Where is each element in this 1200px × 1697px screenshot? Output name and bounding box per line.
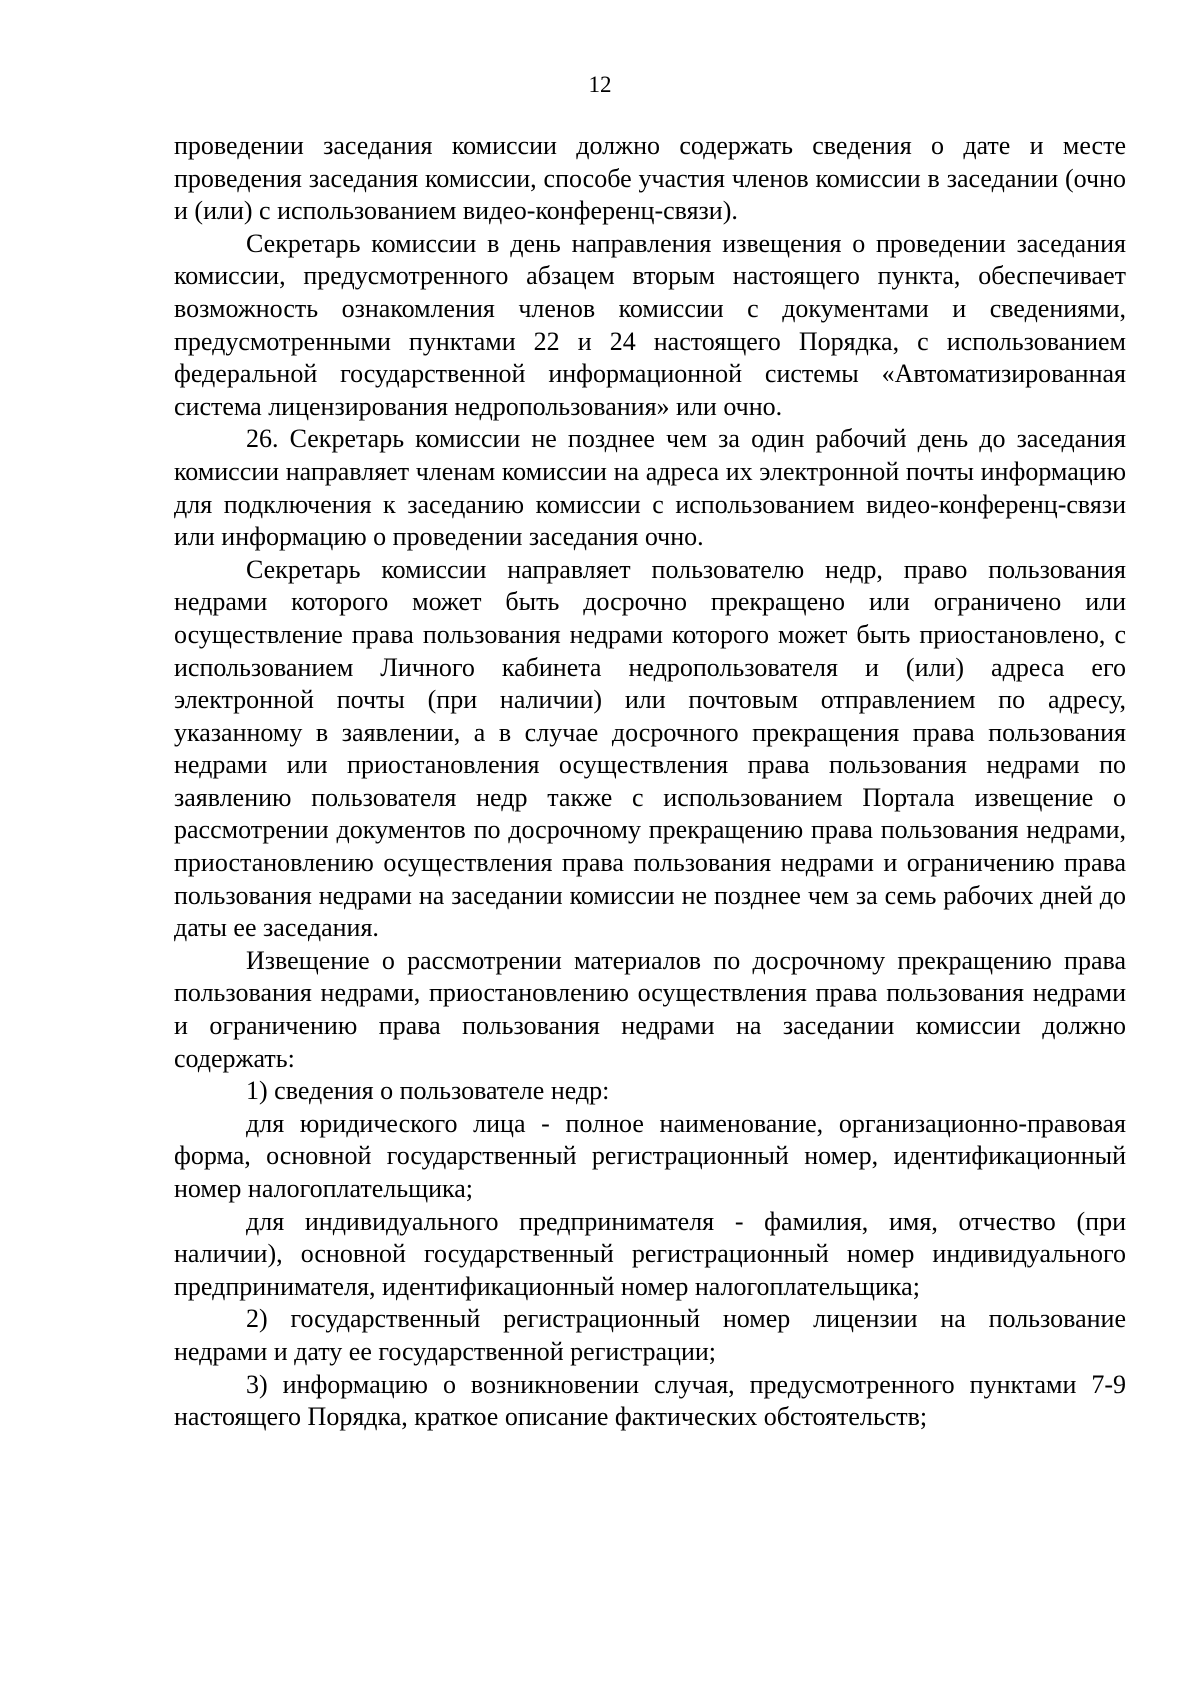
document-body [174, 130, 1126, 1434]
list-item-3: 3) информацию о возникновении случая, предусмотренного пунктами 7-9 настоящего Порядка, краткое описание фактических обстоятельств; [174, 1369, 1126, 1432]
paragraph-continuation: проведении заседания комиссии должно содержать сведения о дате и месте проведения заседания комиссии, способе участия членов комиссии в заседании (очно и (или) с использованием видео-конференц-связи). [174, 131, 1126, 226]
list-item-2: 2) государственный регистрационный номер лицензии на пользование недрами и дату ее государственной регистрации; [174, 1304, 1126, 1366]
paragraph-individual-entrepreneur: для индивидуального предпринимателя - фамилия, имя, отчество (при наличии), основной государственный регистрационный номер индивидуального предпринимателя, идентификационный номер налогоплательщика; [174, 1206, 1126, 1301]
list-item-1: 1) сведения о пользователе недр: [246, 1076, 610, 1106]
paragraph-legal-entity: для юридического лица - полное наименование, организационно-правовая форма, основной государственный регистрационный номер, идентификационный номер налогоплательщика; [174, 1108, 1126, 1203]
page-number: 12 [588, 72, 612, 97]
paragraph-secretary-access: Секретарь комиссии в день направления извещения о проведении заседания комиссии, предусмотренного абзацем вторым настоящего пункта, обеспечивает возможность ознакомления членов комиссии с документами и сведениями, предусмотренными пунктами 22 и 24 настоящего Порядка, с использованием федеральной государственной информационной системы «Автоматизированная система лицензирования недропользования» или очно. [174, 228, 1126, 421]
paragraph-notice-content: Извещение о рассмотрении материалов по досрочному прекращению права пользования недрами, приостановлению осуществления права пользования недрами и ограничению права пользования недрами на заседании комиссии должно содержать: [174, 945, 1126, 1073]
paragraph-secretary-notice: Секретарь комиссии направляет пользователю недр, право пользования недрами которого может быть досрочно прекращено или ограничено или осуществление права пользования недрами которого может быть приостановлено, с использованием Личного кабинета недропользователя и (или) адреса его электронной почты (при наличии) или почтовым отправлением по адресу, указанному в заявлении, а в случае досрочного прекращения права пользования недрами или приостановления осуществления права пользования недрами по заявлению пользователя недр также с использованием Портала извещение о рассмотрении документов по досрочному прекращению права пользования недрами, приостановлению осуществления права пользования недрами и ограничению права пользования недрами на заседании комиссии не позднее чем за семь рабочих дней до даты ее заседания. [174, 554, 1126, 943]
paragraph-item-26: 26. Секретарь комиссии не позднее чем за один рабочий день до заседания комиссии направляет членам комиссии на адреса их электронной почты информацию для подключения к заседанию комиссии с использованием видео-конференц-связи или информацию о проведении заседания очно. [174, 424, 1126, 552]
